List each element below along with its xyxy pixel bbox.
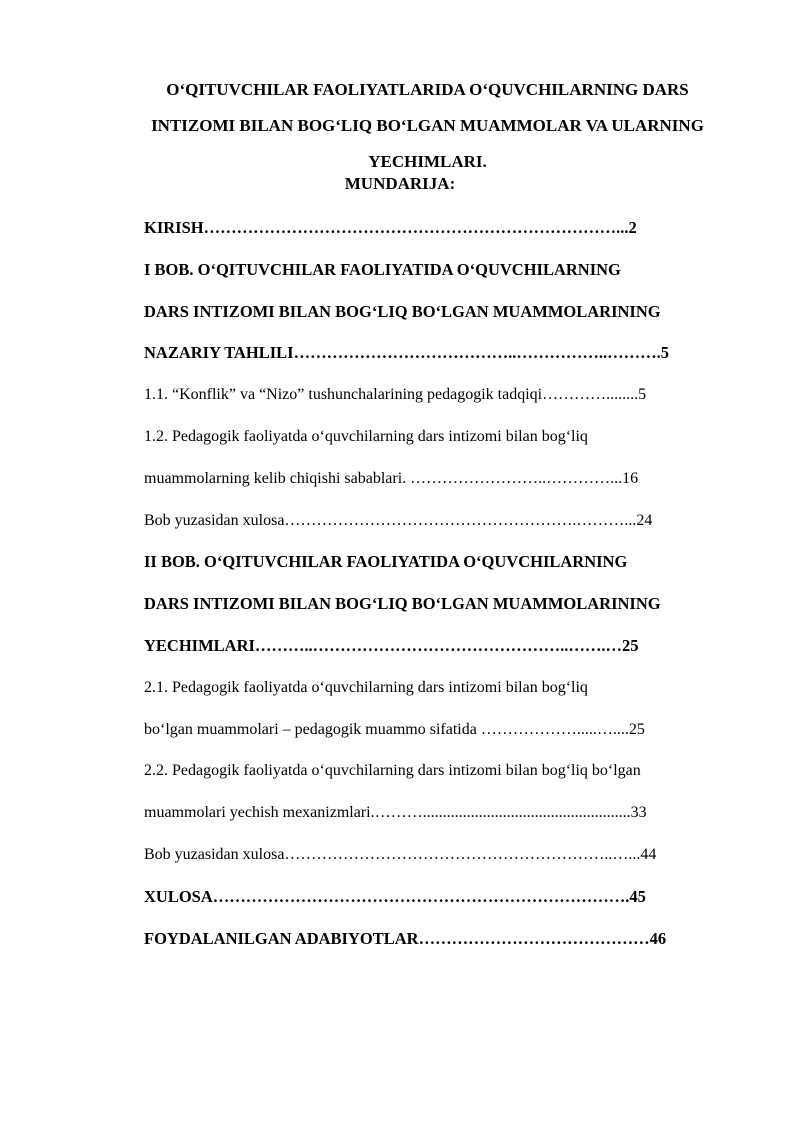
toc-entry: DARS INTIZOMI BILAN BOG‘LIQ BO‘LGAN MUAMMOLARINING: [144, 301, 661, 321]
toc-entry: 1.2. Pedagogik faoliyatda o‘quvchilarning dars intizomi bilan bog‘liq: [144, 427, 588, 445]
toc-entry: muammolari yechish mexanizmlari.………....................................................33: [144, 804, 647, 822]
toc-entry: XULOSA………………………………………………………………….45: [144, 886, 646, 906]
toc-entry: 2.1. Pedagogik faoliyatda o‘quvchilarning dars intizomi bilan bog‘liq: [144, 678, 588, 696]
table-of-contents: [144, 206, 742, 958]
toc-entry: II BOB. O‘QITUVCHILAR FAOLIYATIDA O‘QUVCHILARNING: [144, 552, 628, 572]
document-title: [100, 72, 755, 180]
title-line-2: INTIZOMI BILAN BOG‘LIQ BO‘LGAN MUAMMOLAR VA ULARNING: [151, 116, 704, 135]
toc-entry: Bob yuzasidan xulosa……………………………………………………..…...44: [144, 845, 657, 863]
toc-entry: FOYDALANILGAN ADABIYOTLAR……………………………………46: [144, 928, 667, 948]
contents-heading: MUNDARIJA:: [344, 174, 456, 193]
title-line-3: YECHIMLARI.: [368, 152, 487, 171]
toc-entry: KIRISH…………………………………………………………………...2: [144, 218, 637, 237]
toc-entry: bo‘lgan muammolari – pedagogik muammo sifatida ……………….....…....25: [144, 720, 645, 738]
toc-entry: muammolarning kelib chiqishi sabablari. ……………………..…………...16: [144, 469, 639, 487]
toc-entry: NAZARIY TAHLILI…………………………………..……………..……….5: [144, 343, 669, 363]
toc-entry: 1.1. “Konflik” va “Nizo” tushunchalarining pedagogik tadqiqi…………........5: [144, 386, 647, 404]
toc-entry: YECHIMLARI………..………………………………………..…….…25: [144, 635, 639, 655]
toc-entry: DARS INTIZOMI BILAN BOG‘LIQ BO‘LGAN MUAMMOLARINING: [144, 594, 661, 614]
toc-entry: I BOB. O‘QITUVCHILAR FAOLIYATIDA O‘QUVCHILARNING: [144, 259, 621, 279]
toc-entry: 2.2. Pedagogik faoliyatda o‘quvchilarning dars intizomi bilan bog‘liq bo‘lgan: [144, 762, 641, 780]
toc-entry: Bob yuzasidan xulosa……………………………………………….………...24: [144, 511, 653, 529]
title-line-1: O‘QITUVCHILAR FAOLIYATLARIDA O‘QUVCHILARNING DARS: [166, 80, 689, 99]
